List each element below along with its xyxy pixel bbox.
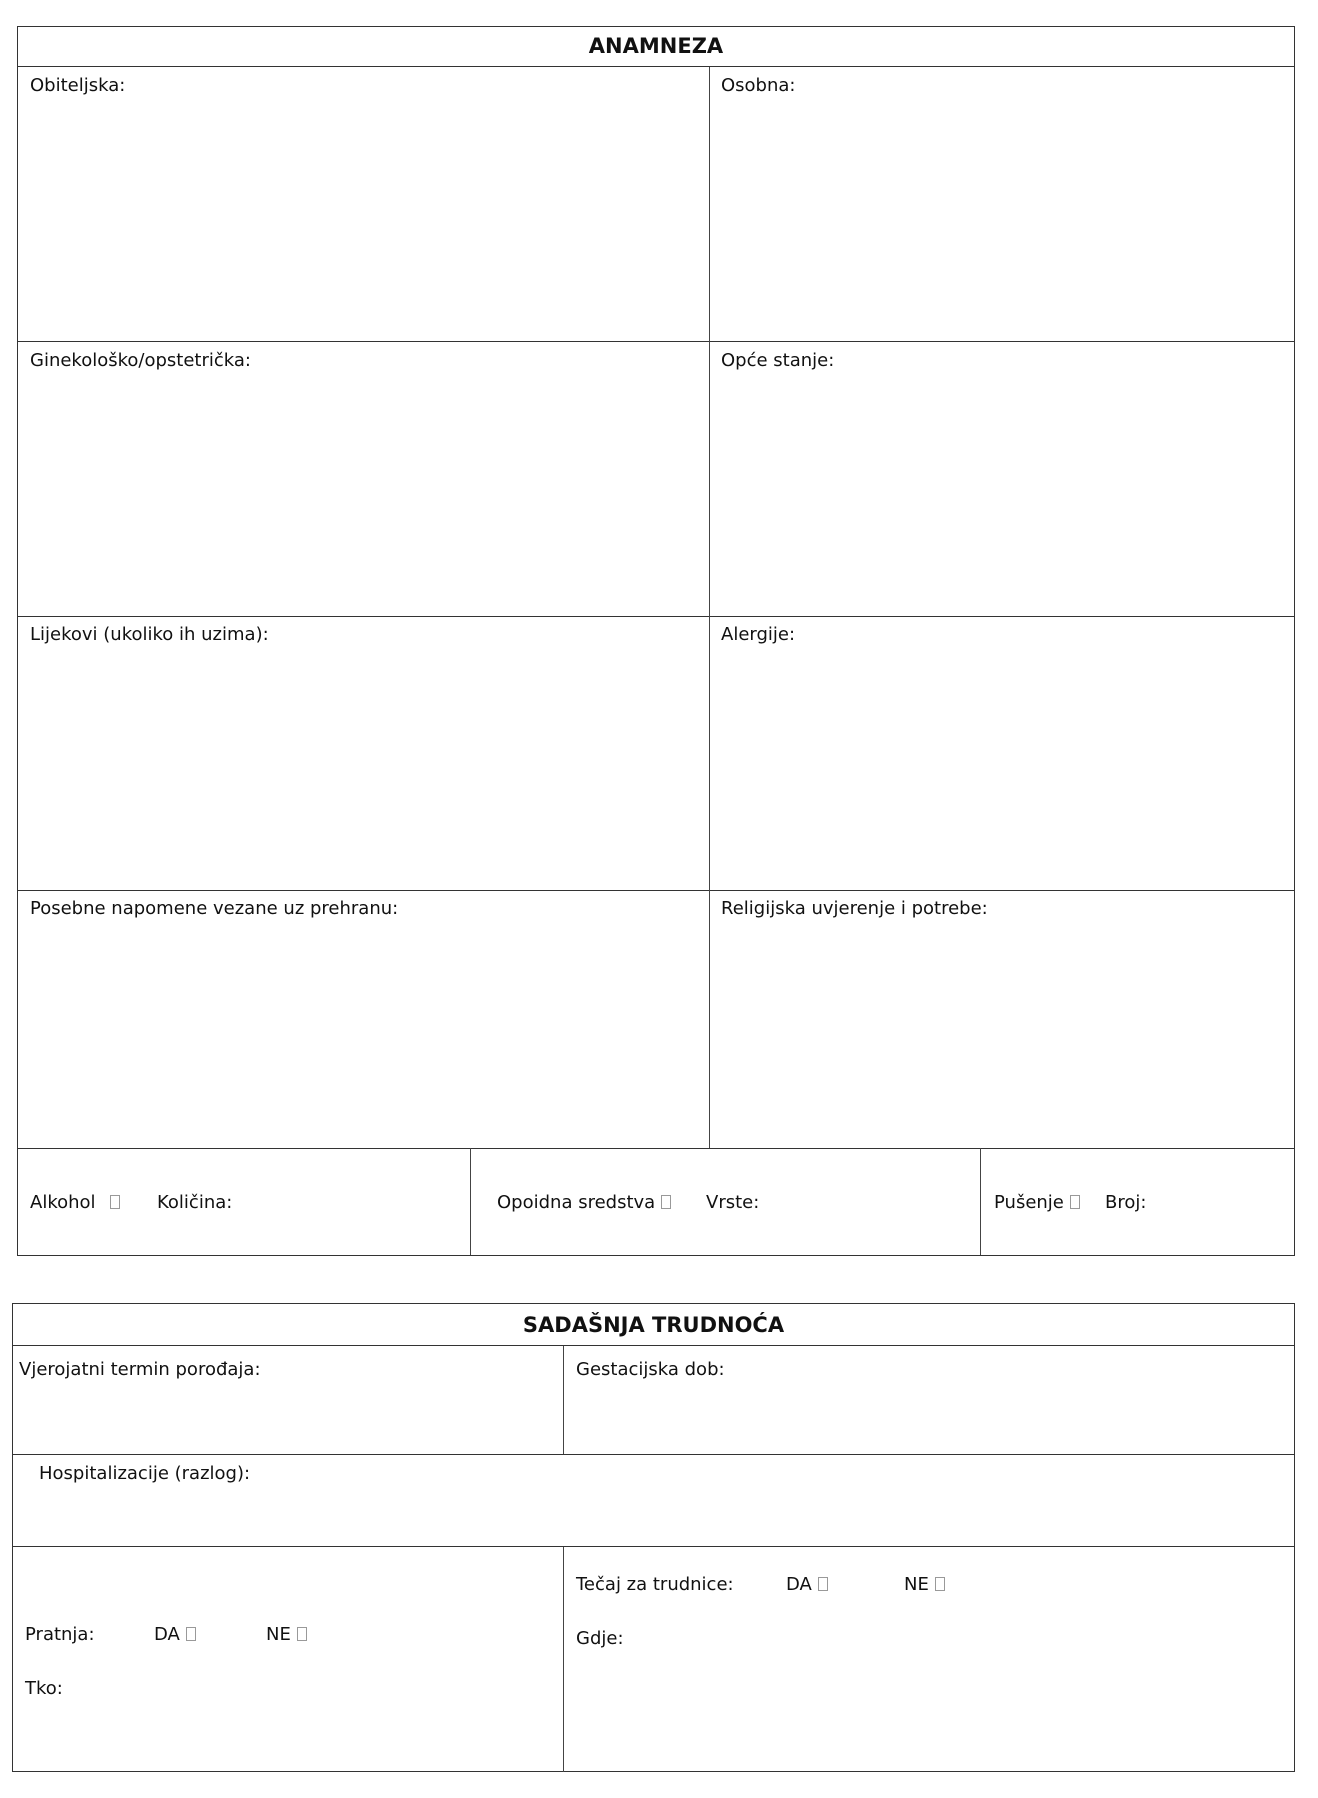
alergije-field[interactable]: Alergije: — [721, 624, 796, 645]
tecaj-label: Tečaj za trudnice: — [576, 1574, 734, 1595]
tecaj-da-text: DA — [786, 1574, 812, 1595]
pratnja-da-checkbox[interactable] — [186, 1627, 196, 1641]
pratnja-ne-checkbox[interactable] — [297, 1627, 307, 1641]
opoidna-checkbox[interactable] — [661, 1195, 671, 1209]
divider — [470, 1148, 471, 1255]
divider — [17, 1148, 1295, 1149]
obiteljska-field[interactable]: Obiteljska: — [30, 75, 126, 96]
divider — [12, 1454, 1295, 1455]
hospitalizacije-field[interactable]: Hospitalizacije (razlog): — [39, 1463, 251, 1484]
broj-field[interactable]: Broj: — [1105, 1192, 1147, 1213]
alkohol-text: Alkohol — [30, 1192, 96, 1213]
divider — [709, 67, 710, 1148]
divider — [17, 341, 1295, 342]
prehrana-field[interactable]: Posebne napomene vezane uz prehranu: — [30, 898, 399, 919]
divider — [563, 1547, 564, 1772]
tko-field[interactable]: Tko: — [25, 1678, 63, 1699]
termin-field[interactable]: Vjerojatni termin porođaja: — [19, 1359, 261, 1380]
divider — [980, 1148, 981, 1255]
pratnja-ne[interactable] — [266, 1624, 307, 1645]
alkohol-checkbox[interactable] — [110, 1195, 120, 1209]
tecaj-ne[interactable] — [904, 1574, 945, 1595]
opoidna-label — [497, 1192, 671, 1213]
pratnja-ne-text: NE — [266, 1624, 291, 1645]
opoidna-text: Opoidna sredstva — [497, 1192, 656, 1213]
trudnoca-title: SADAŠNJA TRUDNOĆA — [522, 1313, 785, 1337]
pusenje-label — [994, 1192, 1080, 1213]
gdje-field[interactable]: Gdje: — [576, 1628, 624, 1649]
religija-field[interactable]: Religijska uvjerenje i potrebe: — [721, 898, 988, 919]
kolicina-field[interactable]: Količina: — [157, 1192, 233, 1213]
pusenje-checkbox[interactable] — [1070, 1195, 1080, 1209]
tecaj-da[interactable] — [786, 1574, 828, 1595]
pusenje-text: Pušenje — [994, 1192, 1064, 1213]
divider — [17, 616, 1295, 617]
osobna-field[interactable]: Osobna: — [721, 75, 796, 96]
divider — [17, 66, 1295, 67]
divider — [563, 1346, 564, 1454]
ginekolosko-field[interactable]: Ginekološko/opstetrička: — [30, 350, 251, 371]
anamneza-title: ANAMNEZA — [588, 34, 724, 58]
pratnja-label: Pratnja: — [25, 1624, 95, 1645]
gestacija-field[interactable]: Gestacijska dob: — [576, 1359, 725, 1380]
tecaj-ne-checkbox[interactable] — [935, 1577, 945, 1591]
lijekovi-field[interactable]: Lijekovi (ukoliko ih uzima): — [30, 624, 269, 645]
pratnja-da[interactable] — [154, 1624, 196, 1645]
alkohol-label — [30, 1192, 120, 1213]
divider — [17, 890, 1295, 891]
tecaj-ne-text: NE — [904, 1574, 929, 1595]
divider — [12, 1345, 1295, 1346]
vrste-field[interactable]: Vrste: — [706, 1192, 760, 1213]
opce-stanje-field[interactable]: Opće stanje: — [721, 350, 835, 371]
tecaj-da-checkbox[interactable] — [818, 1577, 828, 1591]
divider — [12, 1546, 1295, 1547]
pratnja-da-text: DA — [154, 1624, 180, 1645]
